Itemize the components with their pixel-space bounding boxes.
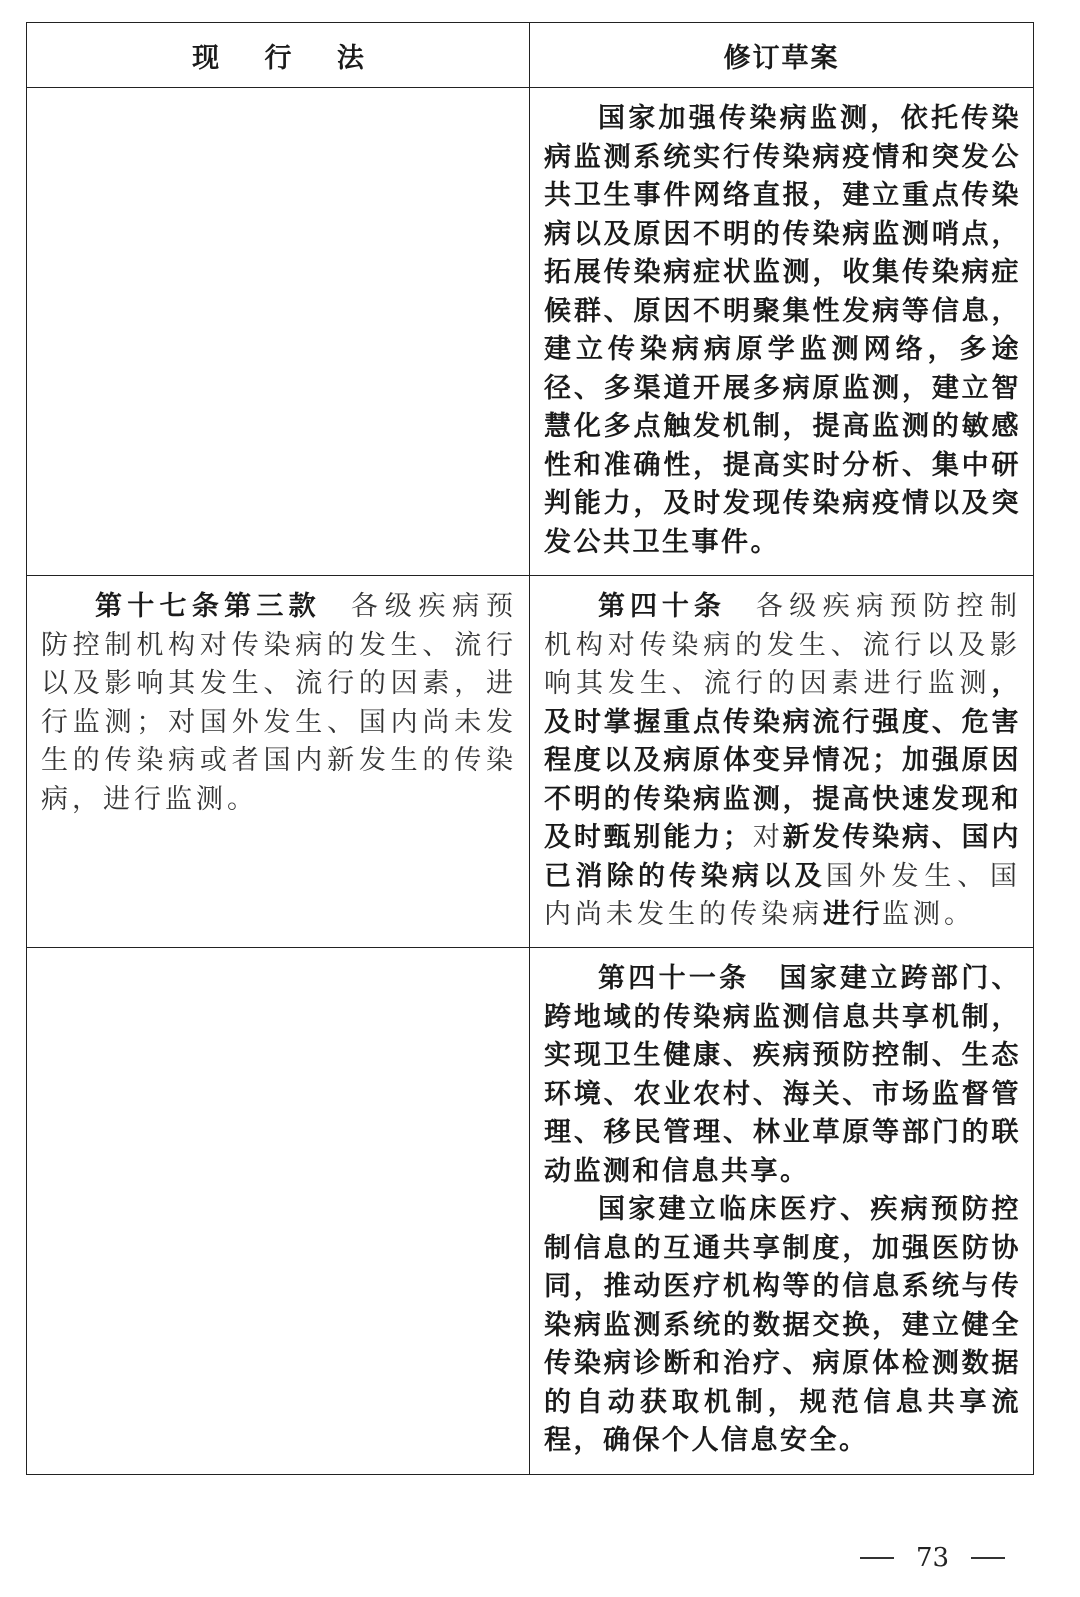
article-40-seg5: 国外发生、国内尚未发生的传染病 [544,860,1022,930]
row1-left-empty [27,88,530,576]
article-40-seg1: 各级疾病预防控制机构对传染病的发生、流行以及影响其发生、流行的因素进行监测 [544,591,1022,699]
footer-dash-left [860,1557,894,1559]
article-41-body-1: 国家建立跨部门、跨地域的传染病监测信息共享机制，实现卫生健康、疾病预防控制、生态环境、农业农村、海关、市场监督管理、移民管理、林业草原等部门的联动监测和信息共享。 [544,963,1022,1187]
article-17-title: 第十七条第三款 [95,591,321,622]
article-40-seg2: ，及时掌握重点传染病流行强度、危害程度以及病原体变异情况；加强原因不明的传染病监测，提高快速发现和及时甄别能力； [544,668,1021,853]
page-number: 73 [916,1543,950,1573]
footer-dash-right [971,1557,1005,1559]
article-41-paragraph-2: 国家建立临床医疗、疾病预防控制信息的互通共享制度，加强医防协同，推动医疗机构等的信息系统与传染病监测系统的数据交换，建立健全传染病诊断和治疗、病原体检测数据的自动获取机制，规范信息共享流程，确保个人信息安全。 [544,1194,1021,1456]
article-40-seg3: 对 [752,822,783,853]
row3-left-empty [27,948,530,1475]
article-40-seg4: 新发传染病、国内已消除的传染病以及 [544,822,1022,892]
row1-right [530,88,1034,576]
article-41-paragraph-1 [544,960,1021,1191]
row2-left [27,576,530,948]
comparison-table [26,22,1034,1475]
article-40-seg7: 监测。 [882,899,975,930]
article-41-title: 第四十一条 [598,963,750,994]
row1-right-text: 国家加强传染病监测，依托传染病监测系统实行传染病疫情和突发公共卫生事件网络直报，建立重点传染病以及原因不明的传染病监测哨点，拓展传染病症状监测，收集传染病症候群、原因不明聚集性发病等信息，建立传染病病原学监测网络，多途径、多渠道开展多病原监测，建立智慧化多点触发机制，提高监测的敏感性和准确性，提高实时分析、集中研判能力，及时发现传染病疫情以及突发公共卫生事件。 [544,103,1021,558]
row2-right [530,576,1034,948]
article-40-title: 第四十条 [598,591,726,622]
header-current-law: 现 行 法 [27,23,530,88]
article-17-body: 各级疾病预防控制机构对传染病的发生、流行以及影响其发生、流行的因素，进行监测；对国外发生、国内尚未发生的传染病或者国内新发生的传染病，进行监测。 [41,591,518,815]
header-revision-draft: 修订草案 [530,23,1034,88]
row3-right [530,948,1034,1475]
article-40-seg6: 进行 [823,899,882,930]
row2-left-paragraph [41,588,517,819]
page-footer [860,1538,1050,1578]
row2-right-paragraph [544,588,1021,935]
